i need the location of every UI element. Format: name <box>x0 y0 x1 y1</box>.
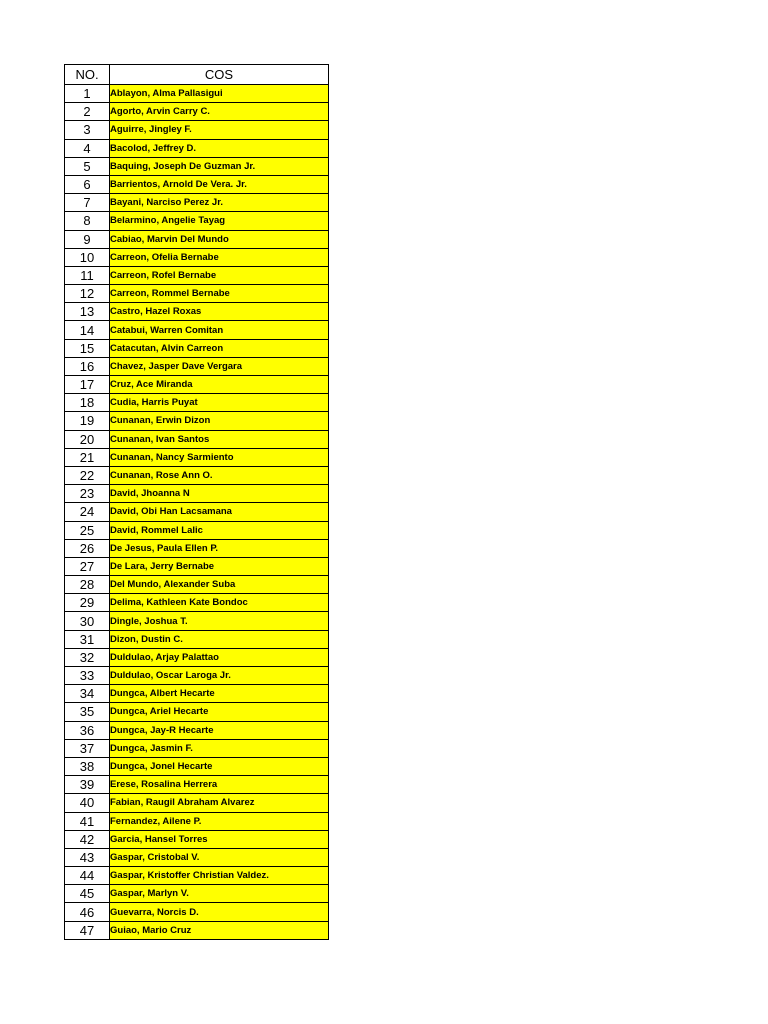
row-name: Dungca, Ariel Hecarte <box>110 703 329 721</box>
row-name: Dungca, Albert Hecarte <box>110 685 329 703</box>
table-row <box>65 157 329 175</box>
cos-roster-table <box>64 64 329 940</box>
table-row <box>65 721 329 739</box>
row-name: Fernandez, Ailene P. <box>110 812 329 830</box>
table-row <box>65 466 329 484</box>
row-number: 41 <box>65 812 110 830</box>
row-number: 1 <box>65 85 110 103</box>
row-number: 44 <box>65 867 110 885</box>
row-name: Guiao, Mario Cruz <box>110 921 329 939</box>
row-name: David, Obi Han Lacsamana <box>110 503 329 521</box>
table-row <box>65 521 329 539</box>
row-number: 30 <box>65 612 110 630</box>
row-number: 5 <box>65 157 110 175</box>
row-name: Baquing, Joseph De Guzman Jr. <box>110 157 329 175</box>
table-row <box>65 885 329 903</box>
row-name: Agorto, Arvin Carry C. <box>110 103 329 121</box>
table-row <box>65 594 329 612</box>
row-number: 37 <box>65 739 110 757</box>
row-number: 40 <box>65 794 110 812</box>
row-number: 36 <box>65 721 110 739</box>
row-number: 27 <box>65 557 110 575</box>
table-row <box>65 648 329 666</box>
row-name: Barrientos, Arnold De Vera. Jr. <box>110 175 329 193</box>
row-name: De Lara, Jerry Bernabe <box>110 557 329 575</box>
row-name: Aguirre, Jingley F. <box>110 121 329 139</box>
row-name: Garcia, Hansel Torres <box>110 830 329 848</box>
row-number: 38 <box>65 757 110 775</box>
table-row <box>65 612 329 630</box>
row-name: Dungca, Jonel Hecarte <box>110 757 329 775</box>
row-number: 20 <box>65 430 110 448</box>
row-name: Catacutan, Alvin Carreon <box>110 339 329 357</box>
row-number: 47 <box>65 921 110 939</box>
row-name: Dungca, Jay-R Hecarte <box>110 721 329 739</box>
row-number: 9 <box>65 230 110 248</box>
row-name: Bacolod, Jeffrey D. <box>110 139 329 157</box>
table-row <box>65 303 329 321</box>
row-number: 11 <box>65 266 110 284</box>
row-name: Cunanan, Nancy Sarmiento <box>110 448 329 466</box>
row-name: Fabian, Raugil Abraham Alvarez <box>110 794 329 812</box>
row-number: 32 <box>65 648 110 666</box>
row-name: Cruz, Ace Miranda <box>110 376 329 394</box>
table-row <box>65 230 329 248</box>
table-body <box>65 85 329 940</box>
table-row <box>65 248 329 266</box>
row-number: 10 <box>65 248 110 266</box>
table-row <box>65 685 329 703</box>
table-row <box>65 757 329 775</box>
row-name: Gaspar, Cristobal V. <box>110 848 329 866</box>
table-row <box>65 430 329 448</box>
row-number: 24 <box>65 503 110 521</box>
row-name: Ablayon, Alma Pallasigui <box>110 85 329 103</box>
table-row <box>65 321 329 339</box>
table-row <box>65 357 329 375</box>
table-row <box>65 557 329 575</box>
table-row <box>65 448 329 466</box>
row-name: Carreon, Ofelia Bernabe <box>110 248 329 266</box>
row-name: Chavez, Jasper Dave Vergara <box>110 357 329 375</box>
row-number: 8 <box>65 212 110 230</box>
row-number: 43 <box>65 848 110 866</box>
row-name: Belarmino, Angelie Tayag <box>110 212 329 230</box>
table-row <box>65 503 329 521</box>
row-number: 42 <box>65 830 110 848</box>
row-name: De Jesus, Paula Ellen P. <box>110 539 329 557</box>
table-row <box>65 175 329 193</box>
header-no: NO. <box>65 65 110 85</box>
table-row <box>65 703 329 721</box>
row-name: Cabiao, Marvin Del Mundo <box>110 230 329 248</box>
table-row <box>65 739 329 757</box>
row-name: Erese, Rosalina Herrera <box>110 776 329 794</box>
row-number: 46 <box>65 903 110 921</box>
row-name: Del Mundo, Alexander Suba <box>110 576 329 594</box>
row-name: Duldulao, Oscar Laroga Jr. <box>110 667 329 685</box>
table-row <box>65 867 329 885</box>
row-name: Delima, Kathleen Kate Bondoc <box>110 594 329 612</box>
table-row <box>65 903 329 921</box>
row-name: Cudia, Harris Puyat <box>110 394 329 412</box>
row-name: Dungca, Jasmin F. <box>110 739 329 757</box>
row-number: 34 <box>65 685 110 703</box>
row-name: Castro, Hazel Roxas <box>110 303 329 321</box>
row-number: 14 <box>65 321 110 339</box>
row-number: 7 <box>65 194 110 212</box>
row-name: Cunanan, Rose Ann O. <box>110 466 329 484</box>
table-row <box>65 485 329 503</box>
row-number: 16 <box>65 357 110 375</box>
row-number: 15 <box>65 339 110 357</box>
row-number: 39 <box>65 776 110 794</box>
table-row <box>65 339 329 357</box>
table-row <box>65 630 329 648</box>
table-row <box>65 121 329 139</box>
row-number: 18 <box>65 394 110 412</box>
row-name: Cunanan, Ivan Santos <box>110 430 329 448</box>
row-number: 22 <box>65 466 110 484</box>
row-number: 25 <box>65 521 110 539</box>
row-name: Dizon, Dustin C. <box>110 630 329 648</box>
row-name: Cunanan, Erwin Dizon <box>110 412 329 430</box>
row-number: 2 <box>65 103 110 121</box>
row-name: Catabui, Warren Comitan <box>110 321 329 339</box>
row-number: 13 <box>65 303 110 321</box>
table-row <box>65 539 329 557</box>
table-row <box>65 103 329 121</box>
table-row <box>65 794 329 812</box>
table-row <box>65 194 329 212</box>
row-number: 23 <box>65 485 110 503</box>
row-number: 6 <box>65 175 110 193</box>
row-number: 26 <box>65 539 110 557</box>
row-number: 3 <box>65 121 110 139</box>
row-name: Dingle, Joshua T. <box>110 612 329 630</box>
table-row <box>65 576 329 594</box>
row-number: 12 <box>65 285 110 303</box>
table-row <box>65 848 329 866</box>
row-name: Carreon, Rofel Bernabe <box>110 266 329 284</box>
row-name: David, Rommel Lalic <box>110 521 329 539</box>
table-row <box>65 830 329 848</box>
row-number: 17 <box>65 376 110 394</box>
table-row <box>65 812 329 830</box>
table-row <box>65 266 329 284</box>
row-name: Duldulao, Arjay Palattao <box>110 648 329 666</box>
row-number: 31 <box>65 630 110 648</box>
row-number: 45 <box>65 885 110 903</box>
row-number: 35 <box>65 703 110 721</box>
table-row <box>65 667 329 685</box>
row-number: 21 <box>65 448 110 466</box>
row-name: Guevarra, Norcis D. <box>110 903 329 921</box>
table-row <box>65 412 329 430</box>
row-name: Carreon, Rommel Bernabe <box>110 285 329 303</box>
table-row <box>65 85 329 103</box>
table-row <box>65 212 329 230</box>
table-row <box>65 139 329 157</box>
table-row <box>65 285 329 303</box>
row-name: Bayani, Narciso Perez Jr. <box>110 194 329 212</box>
header-cos: COS <box>110 65 329 85</box>
header-row <box>65 65 329 85</box>
row-name: David, Jhoanna N <box>110 485 329 503</box>
row-name: Gaspar, Marlyn V. <box>110 885 329 903</box>
row-name: Gaspar, Kristoffer Christian Valdez. <box>110 867 329 885</box>
row-number: 29 <box>65 594 110 612</box>
table-row <box>65 776 329 794</box>
table-row <box>65 921 329 939</box>
row-number: 28 <box>65 576 110 594</box>
table-row <box>65 376 329 394</box>
table-row <box>65 394 329 412</box>
row-number: 33 <box>65 667 110 685</box>
row-number: 4 <box>65 139 110 157</box>
row-number: 19 <box>65 412 110 430</box>
